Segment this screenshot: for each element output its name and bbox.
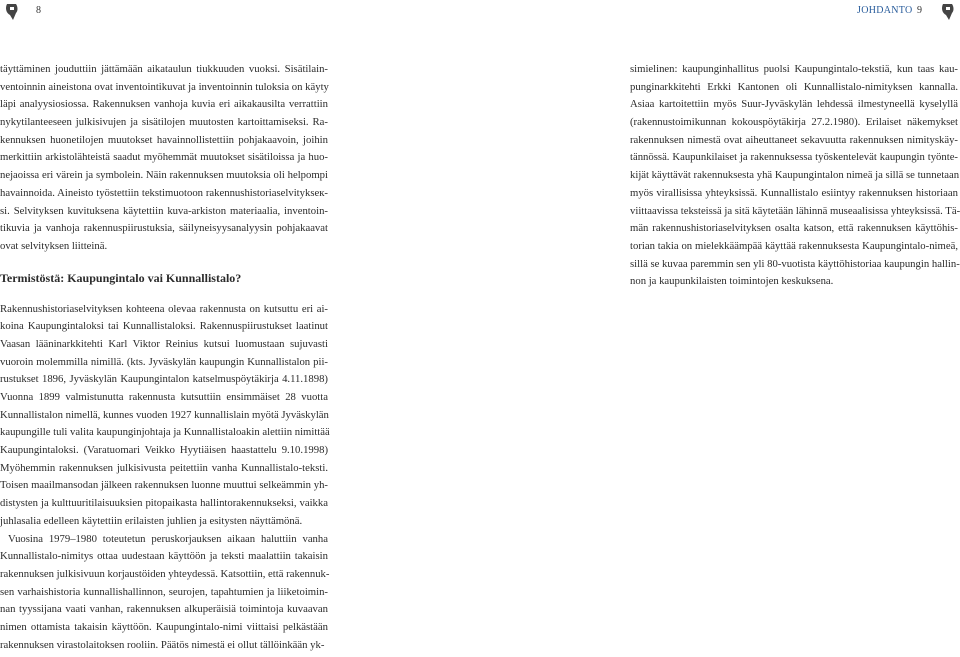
crest-icon — [4, 3, 20, 21]
text-line: Kaupungintaloksi. (Varatuomari Veikko Hyytiäisen haastattelu 9.10.1998) — [0, 444, 328, 457]
text-line: män rakennushistoriaselvityksen osalta katson, että rakennuksen käyttöhis- — [630, 222, 958, 235]
text-line: Kunnallistalon nimellä, kunnes vuoden 1927 kunnallislain myötä Jyväskylän — [0, 408, 329, 421]
text-line: sillä se kuvaa paremmin sen yli 80-vuotista käyttöhistoriaa kaupungin hallin- — [630, 257, 960, 270]
text-line: sen varhaishistoria kunnallishallinnon, seurojen, tapahtumien ja liiketoimin- — [0, 585, 328, 598]
running-head: JOHDANTO — [857, 5, 913, 16]
text-line: kijät käyttävät rakennuksesta yhä Kaupungintalon nimeä ja sillä se tunnetaan — [630, 169, 960, 182]
crest-icon — [940, 3, 956, 21]
text-line: rakennuksen julkisivuun korjaustöiden yhteydessä. Katsottiin, että rakennuk- — [0, 567, 330, 580]
city-crest-logo-left — [4, 3, 20, 21]
text-line: koina Kaupungintaloksi tai Kunnallistaloksi. Rakennuspiirustukset laatinut — [0, 320, 328, 333]
text-line: tännössä. Kaupunkilaiset ja rakennuksessa työskentelevät kaupungin työnte- — [630, 151, 958, 164]
text-line: nimen ottamista takaisin käyttöön. Kaupungintalo-nimi viittaisi pelkästään — [0, 620, 328, 633]
text-line: (rakennustoimikunnan kokouspöytäkirja 27.2.1980). Erilaiset näkemykset — [630, 116, 958, 129]
page-header — [0, 0, 960, 28]
text-line: simielinen: kaupunginhallitus puolsi Kaupungintalo-tekstiä, kun taas kau- — [630, 63, 958, 75]
text-line: nan tyyssijana vaati vanhan, rakennuksen alkuperäisiä toimintoja kuvaavan — [0, 603, 328, 616]
text-line: si. Selvityksen kuvituksena käytettiin kuva-arkiston materiaalia, inventoin- — [0, 204, 328, 217]
text-line: Rakennushistoriaselvityksen kohteena olevaa rakennusta on kutsuttu eri ai- — [0, 302, 328, 315]
text-line: ventoinnin aineistona ovat inventointikuvat ja inventoinnin tuloksia on käyty — [0, 80, 329, 93]
text-line: täyttäminen jouduttiin jättämään aikataulun tiukkuuden vuoksi. Sisätilain- — [0, 63, 328, 75]
text-line: Vuosina 1979–1980 toteutetun peruskorjauksen aikaan haluttiin vanha — [8, 532, 328, 545]
text-line: rakennuksen nimestä ovat aiheuttaneet sekavuutta rakennuksen nimityskäy- — [630, 133, 958, 146]
text-line: juhlasalia edelleen käytettiin erilaisten juhlien ja esitysten näyttämönä. — [0, 514, 303, 527]
text-line: nejaoissa eri värein ja symbolein. Näin rakennuksen muutoksia oli helpompi — [0, 169, 328, 182]
text-line: Vuonna 1899 valmistunutta rakennusta kutsuttiin ensimmäiset 28 vuotta — [0, 391, 328, 403]
text-line: kennuksen huonetilojen muutokset havainnollistettiin pohjakaavoin, joihin — [0, 133, 328, 146]
text-line: kaupungille tuli valita kaupunginjohtaja ja Kunnallistaloakin alettiin nimittää — [0, 426, 330, 439]
text-line: distysten ja kulttuuritilaisuuksien pitopaikasta hallintorakennukseksi, vaikka — [0, 497, 328, 510]
text-line: tikuvia ja vanhoja rakennuspiirustuksia, säilyneisyysanalyysin pohjakaavat — [0, 222, 328, 235]
right-page-number: 9 — [917, 5, 922, 16]
text-line: vuoroin molemmilla nimillä. (kts. Jyväskylän kaupungin Kunnallistalon pii- — [0, 355, 328, 368]
text-line: Vaasan lääninarkkitehti Karl Viktor Reinius kutsui luomustaan sujuvasti — [0, 337, 328, 350]
right-column — [630, 61, 958, 291]
text-line: punginarkkitehti Erkki Kantonen oli Kunnallistalo-nimityksen kannalla. — [630, 80, 958, 93]
text-line: läpi analyysiosiossa. Rakennuksen vanhoja kuvia eri aikakausilta verrattiin — [0, 98, 328, 111]
text-line: Kunnallistalo-nimitys ottaa uudestaan käyttöön ja teksti maalattiin takaisin — [0, 550, 328, 563]
text-line: viittaavissa teksteissä ja sitä käytetään lähinnä museaalisissa yhteyksissä. Tä- — [630, 204, 960, 217]
text-line: non ja kaupunkilaisten toimintojen keskuksena. — [630, 275, 834, 288]
text-line: havainnoida. Aineisto työstettiin tekstimuotoon rakennushistoriaselvitykseк- — [0, 186, 328, 199]
section-heading: Termistöstä: Kaupungintalo vai Kunnallistalo? — [0, 270, 242, 285]
text-line: rustukset 1896, Jyväskylän Kaupungintalon katselmuspöytäkirja 4.11.1898) — [0, 373, 328, 386]
left-paragraph-2 — [0, 301, 328, 531]
text-line: merkittiin arkistolähteistä saadut myöhemmät muutokset sisätiloissa ja huo- — [0, 151, 328, 164]
right-paragraph-1 — [630, 61, 958, 291]
left-column — [0, 61, 328, 654]
text-line: rakennuksen virastolaitoksen rooliin. Päätös nimestä ei ollut tällöinkään yk- — [0, 638, 325, 651]
text-line: Toisen maailmansodan jälkeen rakennuksen luonne muuttui selkeämmin yh- — [0, 479, 328, 492]
left-page-number: 8 — [36, 5, 41, 16]
text-line: myös virallisissa yhteyksissä. Kunnallistalo esiintyy rakennuksen historiaan — [630, 186, 958, 199]
text-line: ovat selvityksen liitteinä. — [0, 239, 108, 252]
left-paragraph-3 — [0, 531, 328, 655]
text-line: torian takia on mielekkäämpää käyttää rakennuksesta Kaupungintalo-nimeä, — [630, 239, 958, 252]
city-crest-logo-right — [940, 3, 956, 21]
text-line: nykytilanteeseen julkisivujen ja sisätilojen muutosten kartoittamiseksi. Ra- — [0, 116, 328, 129]
left-paragraph-1 — [0, 61, 328, 256]
text-line: Asiaa kartoitettiin myös Suur-Jyväskylän lehdessä ilmestyneellä kyselyllä — [630, 98, 958, 111]
text-line: Myöhemmin rakennuksen julkisivusta peitettiin vanha Kunnallistalo-teksti. — [0, 461, 328, 474]
